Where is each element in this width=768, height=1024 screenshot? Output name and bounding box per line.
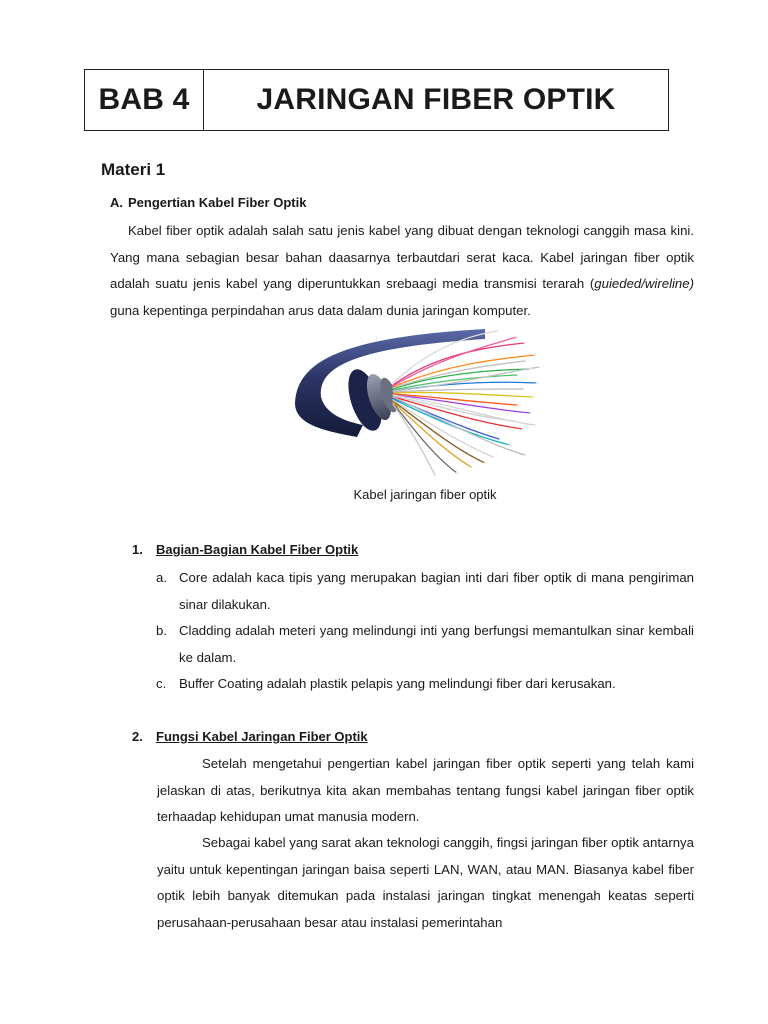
section-2-title: Fungsi Kabel Jaringan Fiber Optik [156,729,368,744]
section-a-paragraph [110,218,694,324]
section-2-paragraph-2 [157,830,694,936]
section-2-heading [132,729,368,744]
fiber-optic-cable-image [285,325,540,480]
section-2-paragraph-1 [157,751,694,831]
chapter-header-table [84,69,669,131]
list-item-text: Buffer Coating adalah plastik pelapis yang melindungi fiber dari kerusakan. [179,676,616,691]
chapter-number: BAB 4 [85,70,204,130]
section-1-number: 1. [132,542,143,557]
section-2-text-2: Sebagai kabel yang sarat akan teknologi canggih, fingsi jaringan fiber optik antarnya yaitu untuk kepentingan jaringan baisa seperti LAN, WAN, atau MAN. Biasanya kabel fiber optik lebih banyak ditemukan pada instalasi jaringan tingkat menengah keatas seperti perusahaan-perusahaan besar atau instalasi pemerintahan [157,835,694,930]
section-a-text-1: Kabel fiber optik adalah salah satu jenis kabel yang dibuat dengan teknologi canggih masa kini. Yang mana sebagian besar bahan daasarnya terbautdari serat kaca. Kabel jaringan fiber optik adalah suatu jenis kabel yang diperuntukkan srebaagi media transmisi terarah ( [110,223,694,291]
materi-heading: Materi 1 [101,160,166,179]
figure-caption: Kabel jaringan fiber optik [353,487,497,502]
list-item-marker: c. [156,676,167,691]
section-1-title: Bagian-Bagian Kabel Fiber Optik [156,542,359,557]
list-item-text: Cladding adalah meteri yang melindungi inti yang berfungsi memantulkan sinar kembali ke dalam. [179,623,694,665]
section-a-text-2: guna kepentinga perpindahan arus data dalam dunia jaringan komputer. [110,302,531,318]
chapter-title: JARINGAN FIBER OPTIK [256,83,616,116]
list-item [156,671,694,698]
list-item [156,618,694,671]
section-2-text-1: Setelah mengetahui pengertian kabel jaringan fiber optik seperti yang telah kami jelaskan di atas, berikutnya kita akan membahas tentang fungsi kabel jaringan fiber optik terhaadap kehidupan umat manusia modern. [157,756,694,824]
section-a-title: Pengertian Kabel Fiber Optik [128,195,307,210]
section-a-marker: A. [110,195,123,210]
section-1-list [156,565,694,698]
section-a-text-italic: guieded/wireline) [594,276,694,291]
list-item-marker: b. [156,623,167,638]
list-item-marker: a. [156,570,167,585]
list-item-text: Core adalah kaca tipis yang merupakan bagian inti dari fiber optik di mana pengiriman sinar dilakukan. [179,570,694,612]
section-2-number: 2. [132,729,143,744]
section-1-heading [132,542,358,557]
list-item [156,565,694,618]
section-a-heading [110,195,306,210]
